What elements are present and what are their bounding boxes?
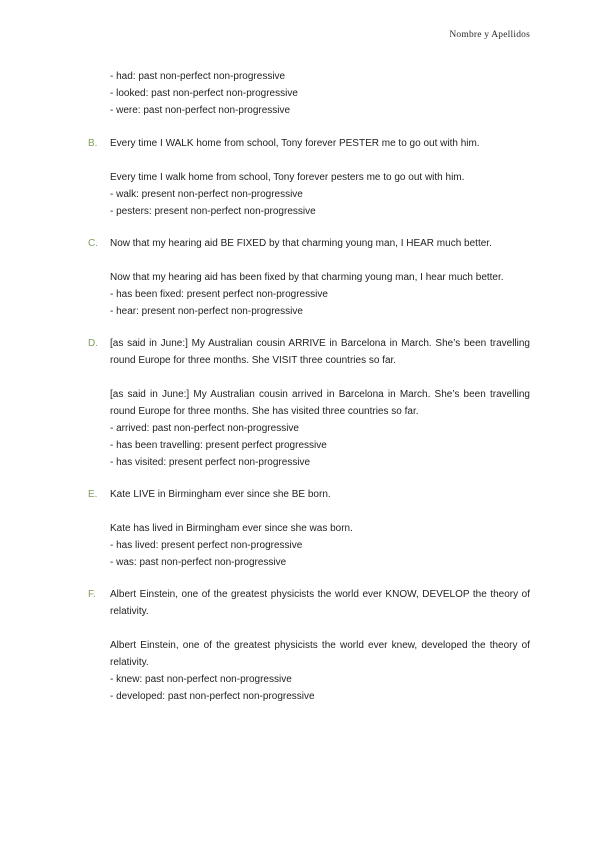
analysis-line: - knew: past non-perfect non-progressive xyxy=(110,674,292,685)
section-letter: B. xyxy=(88,138,98,149)
section-body xyxy=(110,235,530,320)
section-d xyxy=(88,335,530,471)
section-e xyxy=(88,486,530,571)
exercise-sentence: Kate LIVE in Birmingham ever since she BE born. xyxy=(110,489,331,500)
analysis-line: - developed: past non-perfect non-progressive xyxy=(110,691,315,702)
page-header: Nombre y Apellidos xyxy=(449,30,530,40)
analysis-line: - pesters: present non-perfect non-progressive xyxy=(110,206,316,217)
section-f xyxy=(88,586,530,705)
corrected-sentence: Kate has lived in Birmingham ever since she was born. xyxy=(110,523,353,534)
analysis-line: - hear: present non-perfect non-progressive xyxy=(110,306,303,317)
section-b xyxy=(88,135,530,220)
corrected-sentence: Albert Einstein, one of the greatest physicists the world ever knew, developed the theory of relativity. xyxy=(110,640,530,668)
exercise-sentence: Albert Einstein, one of the greatest physicists the world ever KNOW, DEVELOP the theory of relativity. xyxy=(110,589,530,617)
corrected-sentence: [as said in June:] My Australian cousin arrived in Barcelona in March. She’s been travelling round Europe for three months. She has visited three countries so far. xyxy=(110,389,530,417)
analysis-line: - looked: past non-perfect non-progressive xyxy=(110,88,298,99)
analysis-line: - has lived: present perfect non-progressive xyxy=(110,540,303,551)
carryover-answers xyxy=(110,68,530,119)
analysis-line: - was: past non-perfect non-progressive xyxy=(110,557,287,568)
section-body xyxy=(110,486,530,571)
section-letter: E. xyxy=(88,489,98,500)
exercise-sentence: Every time I WALK home from school, Tony forever PESTER me to go out with him. xyxy=(110,138,480,149)
corrected-sentence: Now that my hearing aid has been fixed by that charming young man, I hear much better. xyxy=(110,272,504,283)
section-letter: D. xyxy=(88,338,98,349)
analysis-line: - has been fixed: present perfect non-progressive xyxy=(110,289,328,300)
section-letter: C. xyxy=(88,238,98,249)
analysis-line: - has visited: present perfect non-progressive xyxy=(110,457,311,468)
section-body xyxy=(110,335,530,471)
exercise-sentence: [as said in June:] My Australian cousin ARRIVE in Barcelona in March. She’s been travelling round Europe for three months. She VISIT three countries so far. xyxy=(110,338,530,366)
section-body xyxy=(110,135,530,220)
section-letter: F. xyxy=(88,589,96,600)
analysis-line: - arrived: past non-perfect non-progressive xyxy=(110,423,299,434)
analysis-line: - were: past non-perfect non-progressive xyxy=(110,105,291,116)
page-content xyxy=(88,68,530,720)
section-body xyxy=(110,586,530,705)
analysis-line: - walk: present non-perfect non-progressive xyxy=(110,189,303,200)
analysis-line: - has been travelling: present perfect progressive xyxy=(110,440,327,451)
exercise-sentence: Now that my hearing aid BE FIXED by that charming young man, I HEAR much better. xyxy=(110,238,492,249)
section-c xyxy=(88,235,530,320)
analysis-line: - had: past non-perfect non-progressive xyxy=(110,71,286,82)
corrected-sentence: Every time I walk home from school, Tony forever pesters me to go out with him. xyxy=(110,172,465,183)
